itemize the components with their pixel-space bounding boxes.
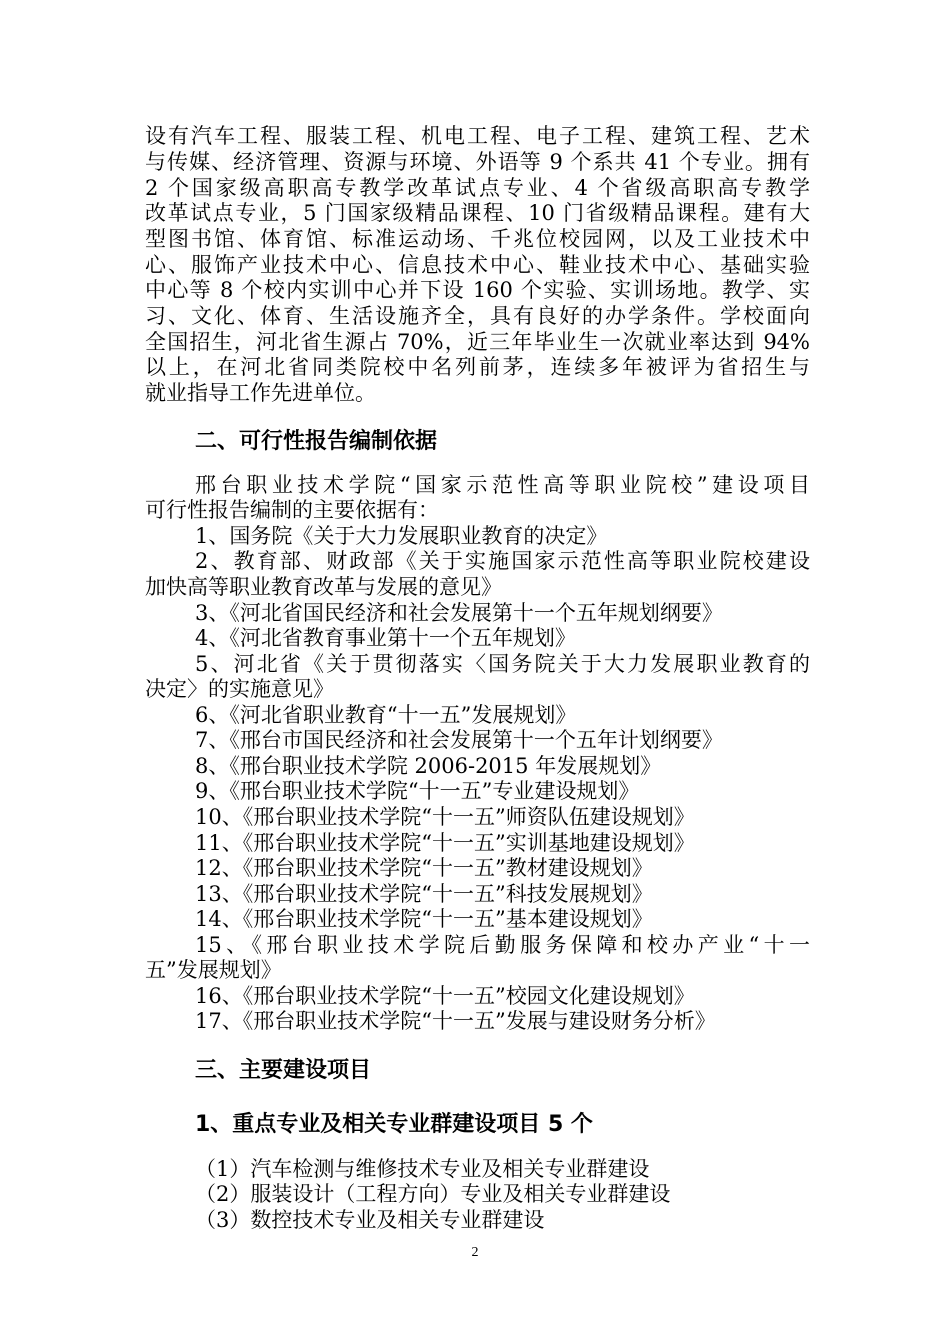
list-item: 6、《河北省职业教育“十一五”发展规划》	[195, 703, 577, 727]
list-item: 13、《邢台职业技术学院“十一五”科技发展规划》	[195, 882, 653, 906]
paragraph-line: 2 个国家级高职高专教学改革试点专业、4 个省级高职高专教学	[145, 176, 810, 200]
section-heading: 三、主要建设项目	[195, 1058, 372, 1083]
list-item: 9、《邢台职业技术学院“十一五”专业建设规划》	[195, 779, 640, 803]
paragraph-line: 型图书馆、体育馆、标准运动场、千兆位校园网，以及工业技术中	[145, 227, 810, 251]
list-item: 12、《邢台职业技术学院“十一五”教材建设规划》	[195, 856, 653, 880]
page-number: 2	[471, 1245, 479, 1260]
list-item: 7、《邢台市国民经济和社会发展第十一个五年计划纲要》	[195, 728, 723, 752]
list-item: 1、国务院《关于大力发展职业教育的决定》	[195, 524, 608, 548]
list-item: 8、《邢台职业技术学院 2006-2015 年发展规划》	[195, 754, 662, 778]
paragraph-line: 可行性报告编制的主要依据有：	[145, 498, 439, 522]
list-item: 16、《邢台职业技术学院“十一五”校园文化建设规划》	[195, 984, 695, 1008]
list-item: 15、《邢台职业技术学院后勤服务保障和校办产业“十一	[195, 933, 810, 957]
paragraph-line: 全国招生，河北省生源占 70%，近三年毕业生一次就业率达到 94%	[145, 330, 810, 354]
paragraph-line: 就业指导工作先进单位。	[145, 381, 376, 405]
section-heading: 二、可行性报告编制依据	[195, 429, 438, 454]
project-item: （1）汽车检测与维修技术专业及相关专业群建设	[195, 1157, 650, 1181]
project-item: （2）服装设计（工程方向）专业及相关专业群建设	[195, 1182, 671, 1206]
list-item: 14、《邢台职业技术学院“十一五”基本建设规划》	[195, 907, 653, 931]
list-item: 5、河北省《关于贯彻落实〈国务院关于大力发展职业教育的	[195, 652, 810, 676]
paragraph-line: 改革试点专业，5 门国家级精品课程、10 门省级精品课程。建有大	[145, 201, 810, 225]
list-item: 11、《邢台职业技术学院“十一五”实训基地建设规划》	[195, 831, 695, 855]
list-item: 决定〉的实施意见》	[145, 677, 334, 701]
list-item: 3、《河北省国民经济和社会发展第十一个五年规划纲要》	[195, 601, 723, 625]
paragraph-line: 习、文化、体育、生活设施齐全，具有良好的办学条件。学校面向	[145, 304, 810, 328]
paragraph-line: 设有汽车工程、服装工程、机电工程、电子工程、建筑工程、艺术	[145, 124, 810, 148]
list-item: 10、《邢台职业技术学院“十一五”师资队伍建设规划》	[195, 805, 695, 829]
paragraph-line: 中心等 8 个校内实训中心并下设 160 个实验、实训场地。教学、实	[145, 278, 810, 302]
paragraph-line: 与传媒、经济管理、资源与环境、外语等 9 个系共 41 个专业。拥有	[145, 150, 810, 174]
project-item: （3）数控技术专业及相关专业群建设	[195, 1208, 545, 1232]
list-item: 4、《河北省教育事业第十一个五年规划》	[195, 626, 576, 650]
list-item: 17、《邢台职业技术学院“十一五”发展与建设财务分析》	[195, 1009, 716, 1033]
paragraph-line: 邢台职业技术学院“国家示范性高等职业院校”建设项目	[195, 473, 810, 497]
paragraph-line: 以上，在河北省同类院校中名列前茅，连续多年被评为省招生与	[145, 355, 810, 379]
paragraph-line: 心、服饰产业技术中心、信息技术中心、鞋业技术中心、基础实验	[145, 253, 810, 277]
list-item: 加快高等职业教育改革与发展的意见》	[145, 575, 502, 599]
list-item: 五”发展规划》	[145, 958, 282, 982]
subsection-heading: 1、重点专业及相关专业群建设项目 5 个	[195, 1112, 593, 1137]
list-item: 2、教育部、财政部《关于实施国家示范性高等职业院校建设	[195, 549, 810, 573]
